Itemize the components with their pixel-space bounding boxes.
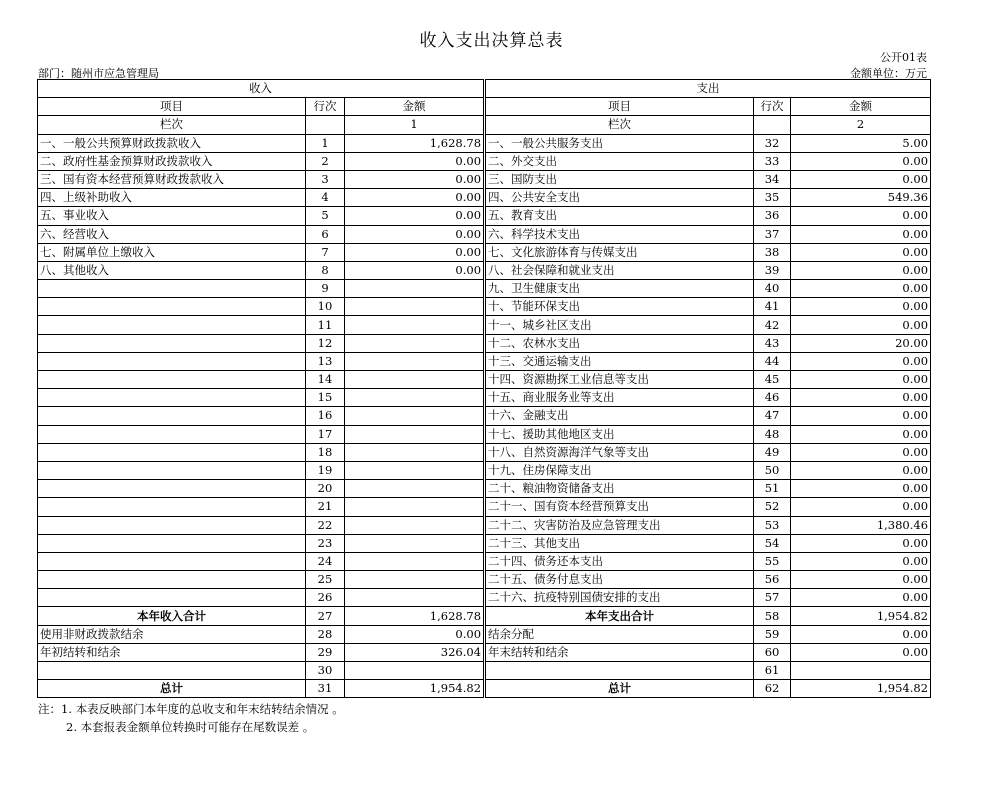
form-code: 公开01表 [880, 51, 927, 64]
income-amount [345, 443, 484, 461]
table-row [38, 407, 931, 425]
expense-item: 十二、农林水支出 [486, 334, 754, 352]
expense-amount: 0.00 [791, 389, 931, 407]
income-item [38, 298, 306, 316]
income-row-no: 29 [306, 643, 345, 661]
expense-item: 二十六、抗疫特别国债安排的支出 [486, 589, 754, 607]
expense-item: 二十五、债务付息支出 [486, 571, 754, 589]
department-label: 部门：随州市应急管理局 [38, 67, 159, 80]
income-row-no: 18 [306, 443, 345, 461]
income-item [38, 316, 306, 334]
income-amount [345, 298, 484, 316]
expense-item: 二、外交支出 [486, 152, 754, 170]
table-row [38, 625, 931, 643]
income-item: 一、一般公共预算财政拨款收入 [38, 134, 306, 152]
table-row [38, 425, 931, 443]
expense-row-no: 54 [754, 534, 791, 552]
expense-column-blank [754, 116, 791, 134]
section-header-row [38, 80, 931, 98]
expense-amount: 0.00 [791, 261, 931, 279]
expense-row-no: 33 [754, 152, 791, 170]
income-row-no: 26 [306, 589, 345, 607]
income-column-number: 1 [345, 116, 484, 134]
income-item [38, 280, 306, 298]
income-item: 四、上级补助收入 [38, 189, 306, 207]
income-amount [345, 498, 484, 516]
expense-amount-header: 金额 [791, 98, 931, 116]
table-row [38, 189, 931, 207]
table-row [38, 371, 931, 389]
expense-row-no: 60 [754, 643, 791, 661]
income-item [38, 334, 306, 352]
income-row-no: 6 [306, 225, 345, 243]
expense-row-no: 51 [754, 480, 791, 498]
expense-row-no: 62 [754, 680, 791, 698]
expense-row-no: 40 [754, 280, 791, 298]
income-item [38, 389, 306, 407]
income-amount [345, 534, 484, 552]
income-item [38, 480, 306, 498]
income-item [38, 461, 306, 479]
page-title: 收入支出决算总表 [419, 31, 564, 51]
expense-amount: 20.00 [791, 334, 931, 352]
table-row [38, 207, 931, 225]
income-row-no: 16 [306, 407, 345, 425]
expense-amount: 0.00 [791, 534, 931, 552]
column-number-row [38, 116, 931, 134]
table-row [38, 352, 931, 370]
income-amount: 0.00 [345, 225, 484, 243]
table-row [38, 334, 931, 352]
expense-item: 十三、交通运输支出 [486, 352, 754, 370]
income-amount: 1,954.82 [345, 680, 484, 698]
income-row-no: 23 [306, 534, 345, 552]
total-row [38, 680, 931, 698]
income-amount [345, 371, 484, 389]
table-row [38, 280, 931, 298]
expense-item: 十、节能环保支出 [486, 298, 754, 316]
expense-row-no: 32 [754, 134, 791, 152]
expense-amount: 0.00 [791, 461, 931, 479]
expense-amount: 0.00 [791, 625, 931, 643]
table-row [38, 389, 931, 407]
expense-row-no: 42 [754, 316, 791, 334]
expense-section-header: 支出 [486, 80, 931, 98]
income-amount [345, 280, 484, 298]
expense-row-no: 55 [754, 552, 791, 570]
income-item: 六、经营收入 [38, 225, 306, 243]
expense-amount: 0.00 [791, 480, 931, 498]
income-amount [345, 662, 484, 680]
income-amount: 0.00 [345, 243, 484, 261]
expense-row-no: 45 [754, 371, 791, 389]
table-row [38, 480, 931, 498]
expense-column-label: 栏次 [486, 116, 754, 134]
expense-item: 五、教育支出 [486, 207, 754, 225]
income-row-no: 30 [306, 662, 345, 680]
income-row-no: 9 [306, 280, 345, 298]
expense-amount: 0.00 [791, 280, 931, 298]
expense-row-no: 48 [754, 425, 791, 443]
expense-amount: 549.36 [791, 189, 931, 207]
income-item: 年初结转和结余 [38, 643, 306, 661]
table-row [38, 316, 931, 334]
income-expense-table [37, 79, 931, 698]
income-label: 本年收入合计 [38, 607, 306, 625]
income-amount [345, 352, 484, 370]
income-section-header: 收入 [38, 80, 484, 98]
income-item [38, 571, 306, 589]
expense-row-no: 37 [754, 225, 791, 243]
income-row-no: 27 [306, 607, 345, 625]
income-row-no: 2 [306, 152, 345, 170]
table-row [38, 552, 931, 570]
expense-amount: 0.00 [791, 407, 931, 425]
income-row-no: 28 [306, 625, 345, 643]
expense-item: 九、卫生健康支出 [486, 280, 754, 298]
income-column-blank [306, 116, 345, 134]
income-row-no: 22 [306, 516, 345, 534]
expense-item: 四、公共安全支出 [486, 189, 754, 207]
income-row-no: 5 [306, 207, 345, 225]
income-amount [345, 552, 484, 570]
expense-item: 年末结转和结余 [486, 643, 754, 661]
table-row [38, 643, 931, 661]
expense-amount: 0.00 [791, 243, 931, 261]
table-row [38, 571, 931, 589]
expense-item: 三、国防支出 [486, 170, 754, 188]
expense-row-no: 39 [754, 261, 791, 279]
table-row [38, 498, 931, 516]
expense-row-no: 43 [754, 334, 791, 352]
income-amount [345, 334, 484, 352]
income-row-no: 21 [306, 498, 345, 516]
column-header-row [38, 98, 931, 116]
expense-item: 一、一般公共服务支出 [486, 134, 754, 152]
income-row-no: 4 [306, 189, 345, 207]
income-row-no: 24 [306, 552, 345, 570]
expense-item: 六、科学技术支出 [486, 225, 754, 243]
table-row [38, 134, 931, 152]
income-item [38, 516, 306, 534]
expense-amount: 1,954.82 [791, 607, 931, 625]
income-row-no: 3 [306, 170, 345, 188]
income-column-label: 栏次 [38, 116, 306, 134]
income-item [38, 425, 306, 443]
income-amount: 1,628.78 [345, 607, 484, 625]
income-row-no: 31 [306, 680, 345, 698]
income-amount [345, 589, 484, 607]
expense-row-no: 58 [754, 607, 791, 625]
expense-amount: 0.00 [791, 152, 931, 170]
expense-label: 总计 [486, 680, 754, 698]
income-amount [345, 516, 484, 534]
income-row-no: 13 [306, 352, 345, 370]
expense-amount: 0.00 [791, 552, 931, 570]
expense-row-no: 44 [754, 352, 791, 370]
expense-row-no: 46 [754, 389, 791, 407]
expense-amount: 0.00 [791, 298, 931, 316]
expense-column-number: 2 [791, 116, 931, 134]
income-item [38, 371, 306, 389]
income-item [38, 534, 306, 552]
expense-amount: 1,380.46 [791, 516, 931, 534]
expense-item: 十五、商业服务业等支出 [486, 389, 754, 407]
expense-row-no: 53 [754, 516, 791, 534]
income-amount [345, 480, 484, 498]
income-item: 七、附属单位上缴收入 [38, 243, 306, 261]
expense-label: 本年支出合计 [486, 607, 754, 625]
table-row [38, 461, 931, 479]
expense-amount: 0.00 [791, 643, 931, 661]
income-amount [345, 407, 484, 425]
income-row-no: 15 [306, 389, 345, 407]
expense-amount: 0.00 [791, 170, 931, 188]
income-item [38, 552, 306, 570]
income-amount-header: 金额 [345, 98, 484, 116]
expense-item: 二十二、灾害防治及应急管理支出 [486, 516, 754, 534]
expense-item: 七、文化旅游体育与传媒支出 [486, 243, 754, 261]
expense-item-header: 项目 [486, 98, 754, 116]
table-row [38, 225, 931, 243]
expense-row-no: 50 [754, 461, 791, 479]
expense-row-no: 52 [754, 498, 791, 516]
table-row [38, 534, 931, 552]
expense-item: 十一、城乡社区支出 [486, 316, 754, 334]
income-item: 八、其他收入 [38, 261, 306, 279]
table-row [38, 152, 931, 170]
income-item [38, 443, 306, 461]
income-item: 五、事业收入 [38, 207, 306, 225]
expense-item: 八、社会保障和就业支出 [486, 261, 754, 279]
expense-item: 二十三、其他支出 [486, 534, 754, 552]
expense-item: 十九、住房保障支出 [486, 461, 754, 479]
expense-row-no: 49 [754, 443, 791, 461]
table-row [38, 443, 931, 461]
note-line-2: 2. 本套报表金额单位转换时可能存在尾数误差 。 [66, 720, 315, 734]
income-row-no: 12 [306, 334, 345, 352]
income-amount: 0.00 [345, 189, 484, 207]
table-row [38, 589, 931, 607]
table-row [38, 298, 931, 316]
income-row-no: 17 [306, 425, 345, 443]
table-row [38, 243, 931, 261]
income-amount: 0.00 [345, 625, 484, 643]
expense-row-no-header: 行次 [754, 98, 791, 116]
income-row-no: 11 [306, 316, 345, 334]
income-item [38, 498, 306, 516]
income-row-no-header: 行次 [306, 98, 345, 116]
income-row-no: 20 [306, 480, 345, 498]
income-row-no: 10 [306, 298, 345, 316]
table-row [38, 662, 931, 680]
expense-amount: 0.00 [791, 225, 931, 243]
expense-amount: 0.00 [791, 571, 931, 589]
income-row-no: 25 [306, 571, 345, 589]
expense-amount: 0.00 [791, 352, 931, 370]
income-item: 二、政府性基金预算财政拨款收入 [38, 152, 306, 170]
income-item: 使用非财政拨款结余 [38, 625, 306, 643]
income-amount [345, 425, 484, 443]
income-amount: 0.00 [345, 170, 484, 188]
income-item [38, 662, 306, 680]
expense-amount: 1,954.82 [791, 680, 931, 698]
income-item [38, 352, 306, 370]
amount-unit-label: 金额单位：万元 [850, 67, 927, 80]
expense-amount: 0.00 [791, 316, 931, 334]
expense-row-no: 41 [754, 298, 791, 316]
expense-row-no: 61 [754, 662, 791, 680]
income-amount: 0.00 [345, 261, 484, 279]
income-row-no: 1 [306, 134, 345, 152]
expense-amount: 0.00 [791, 371, 931, 389]
income-label: 总计 [38, 680, 306, 698]
income-amount [345, 316, 484, 334]
expense-amount: 0.00 [791, 425, 931, 443]
expense-item: 二十四、债务还本支出 [486, 552, 754, 570]
income-item: 三、国有资本经营预算财政拨款收入 [38, 170, 306, 188]
expense-item: 结余分配 [486, 625, 754, 643]
table-row [38, 516, 931, 534]
income-item-header: 项目 [38, 98, 306, 116]
expense-row-no: 34 [754, 170, 791, 188]
expense-item: 十七、援助其他地区支出 [486, 425, 754, 443]
expense-amount: 0.00 [791, 498, 931, 516]
income-row-no: 8 [306, 261, 345, 279]
subtotal-row [38, 607, 931, 625]
note-line-1: 注：1. 本表反映部门本年度的总收支和年末结转结余情况 。 [38, 702, 344, 716]
expense-item: 十六、金融支出 [486, 407, 754, 425]
income-amount [345, 461, 484, 479]
expense-item [486, 662, 754, 680]
expense-amount: 0.00 [791, 589, 931, 607]
expense-item: 二十、粮油物资储备支出 [486, 480, 754, 498]
income-item [38, 407, 306, 425]
expense-row-no: 59 [754, 625, 791, 643]
expense-item: 十四、资源勘探工业信息等支出 [486, 371, 754, 389]
expense-amount: 0.00 [791, 443, 931, 461]
expense-row-no: 47 [754, 407, 791, 425]
income-amount [345, 389, 484, 407]
income-item [38, 589, 306, 607]
income-amount: 0.00 [345, 152, 484, 170]
expense-amount: 5.00 [791, 134, 931, 152]
expense-row-no: 57 [754, 589, 791, 607]
income-amount: 0.00 [345, 207, 484, 225]
expense-amount: 0.00 [791, 207, 931, 225]
table-row [38, 170, 931, 188]
income-row-no: 7 [306, 243, 345, 261]
income-amount [345, 571, 484, 589]
table-row [38, 261, 931, 279]
expense-row-no: 56 [754, 571, 791, 589]
income-row-no: 14 [306, 371, 345, 389]
expense-row-no: 36 [754, 207, 791, 225]
notes [38, 700, 344, 736]
income-row-no: 19 [306, 461, 345, 479]
expense-item: 十八、自然资源海洋气象等支出 [486, 443, 754, 461]
income-amount: 1,628.78 [345, 134, 484, 152]
income-amount: 326.04 [345, 643, 484, 661]
expense-row-no: 38 [754, 243, 791, 261]
expense-row-no: 35 [754, 189, 791, 207]
expense-item: 二十一、国有资本经营预算支出 [486, 498, 754, 516]
expense-amount [791, 662, 931, 680]
